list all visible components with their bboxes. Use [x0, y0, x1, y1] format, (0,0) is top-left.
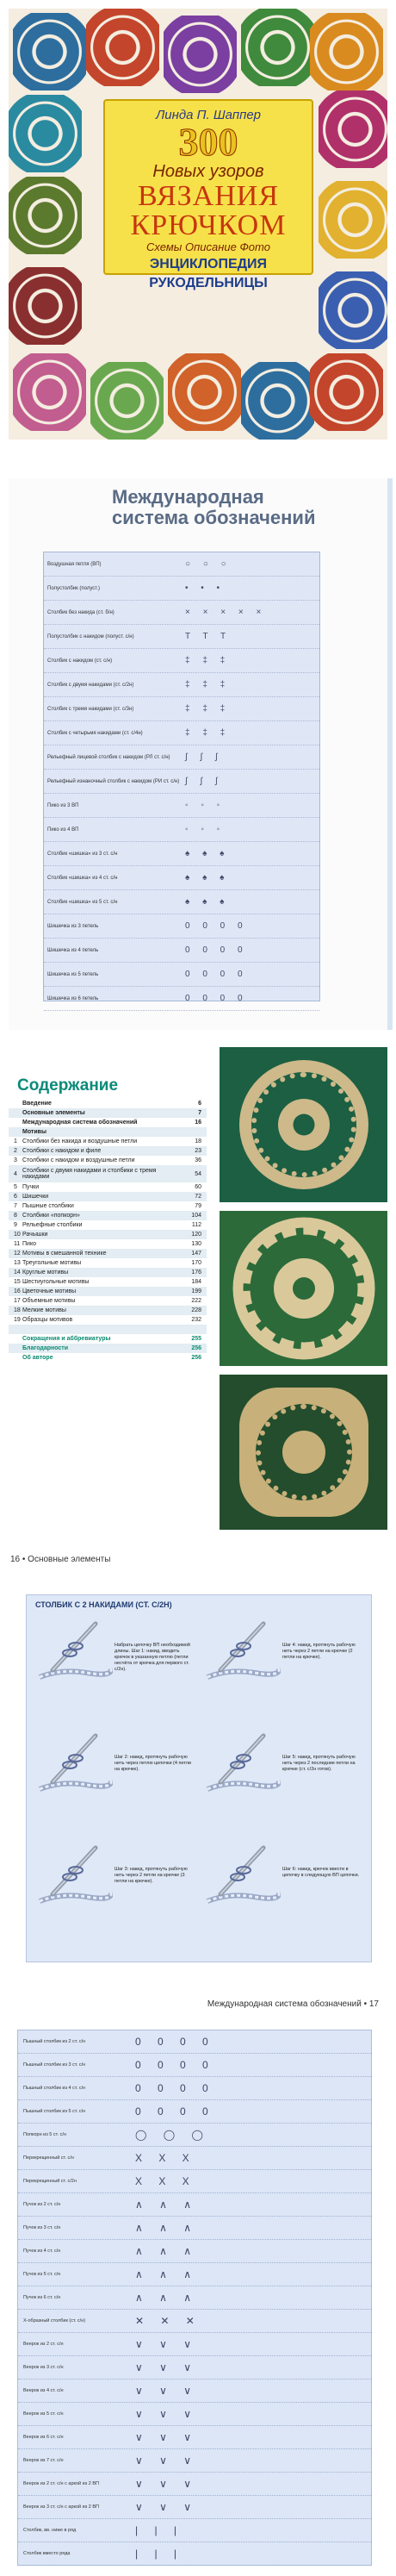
toc-row[interactable]: [9, 1165, 207, 1182]
toc-page: 72: [195, 1194, 201, 1200]
symbol-glyph: ♠ ♠ ♠: [185, 873, 230, 883]
symbol-name: Пучок из 3 ст. с/н: [23, 2225, 61, 2230]
toc-page: 170: [191, 1260, 201, 1266]
tagline-schemes: Схемы: [146, 240, 183, 253]
toc-row[interactable]: [9, 1230, 207, 1239]
contents-page: [9, 1047, 387, 1530]
toc-row[interactable]: [9, 1201, 207, 1211]
symbol-row: [18, 2263, 371, 2286]
toc-row[interactable]: [9, 1146, 207, 1156]
symbol-name: Веерок из 7 ст. с/н: [23, 2458, 64, 2463]
symbol-row: [44, 914, 319, 939]
symbol-name: Попкорн из 5 ст. с/н: [23, 2132, 66, 2137]
step-illustration: [203, 1729, 281, 1798]
doily-photo-2: [220, 1211, 387, 1366]
symbol-name: Столбик «шишка» из 5 ст. с/н: [47, 899, 118, 905]
toc-page: 6: [198, 1101, 201, 1107]
symbol-row: [44, 818, 319, 842]
symbol-row: [18, 2473, 371, 2496]
toc-number: 6: [14, 1194, 17, 1200]
symbol-glyph: ◯ ◯ ◯: [135, 2129, 210, 2141]
symbol-glyph: ∨ ∨ ∨: [135, 2385, 199, 2397]
symbol-name: Столбик с тремя накидами (ст. с/3н): [47, 706, 134, 712]
toc-page: 79: [195, 1203, 201, 1209]
toc-title: Шестиугольные мотивы: [22, 1279, 90, 1285]
symbol-row: [18, 2403, 371, 2426]
toc-title: Основные элементы: [22, 1110, 85, 1116]
cover-number: 300: [178, 120, 238, 164]
toc-page: 112: [191, 1222, 201, 1228]
toc-row[interactable]: [9, 1249, 207, 1258]
toc-row[interactable]: [9, 1353, 207, 1363]
toc-title: Шишечки: [22, 1194, 49, 1200]
symbol-row: [44, 770, 319, 794]
symbol-glyph: 0 0 0 0: [135, 2082, 215, 2094]
contents-title: Содержание: [17, 1076, 119, 1095]
symbol-row: [18, 2519, 371, 2542]
symbol-row: [18, 2449, 371, 2473]
symbol-glyph: ∧ ∧ ∧: [135, 2222, 199, 2234]
toc-title: Треугольные мотивы: [22, 1260, 82, 1266]
toc-row[interactable]: [9, 1182, 207, 1192]
toc-number: 15: [14, 1279, 21, 1285]
toc-row[interactable]: [9, 1268, 207, 1277]
symbol-row: [18, 2124, 371, 2147]
symbol-glyph: ∧ ∧ ∧: [135, 2245, 199, 2257]
toc-number: 17: [14, 1298, 21, 1304]
symbol-glyph: ∨ ∨ ∨: [135, 2361, 199, 2373]
symbol-glyph: ∨ ∨ ∨: [135, 2408, 199, 2420]
symbol-glyph: ◦ ◦ ◦: [185, 801, 226, 810]
symbol-row: [44, 721, 319, 745]
symbol-name: Х-образный столбик (ст. с/н): [23, 2318, 86, 2323]
toc-page: 16: [195, 1120, 201, 1126]
double-crochet-steps: [26, 1594, 372, 1962]
symbol-row: [18, 2054, 371, 2077]
crochet-motif: [13, 13, 86, 90]
toc-number: 7: [14, 1203, 17, 1209]
doily-photo-3: [220, 1375, 387, 1530]
symbol-row: [44, 890, 319, 914]
toc-number: 2: [14, 1148, 17, 1154]
symbol-row: [44, 625, 319, 649]
toc-row[interactable]: [9, 1108, 207, 1118]
cover-subtitle: Новых узоров: [152, 162, 264, 181]
symbol-name: Пышный столбик из 5 ст. с/н: [23, 2109, 86, 2114]
toc-page: 256: [191, 1355, 201, 1361]
symbol-row: [44, 673, 319, 697]
toc-title: Пико: [22, 1241, 36, 1247]
toc-title: Мотивы: [22, 1129, 46, 1135]
symbol-row: [44, 866, 319, 890]
symbol-glyph: × × × × ×: [185, 608, 267, 617]
step-6: [203, 1841, 362, 1923]
toc-row[interactable]: [9, 1156, 207, 1165]
step-illustration: [35, 1617, 113, 1686]
symbol-row: [44, 649, 319, 673]
table-of-contents: [9, 1064, 207, 1513]
step-caption: Шаг 4: накид, протянуть рабочую нить через 2 петли на крючке (2 петли на крючке).: [282, 1643, 356, 1660]
step-3: [35, 1729, 195, 1811]
toc-row[interactable]: [9, 1325, 207, 1334]
symbol-row: [18, 2217, 371, 2240]
symbol-name: Пышный столбик из 2 ст. с/н: [23, 2039, 86, 2044]
toc-title: Благодарности: [22, 1345, 69, 1351]
symbol-name: Пучок из 6 ст. с/н: [23, 2295, 61, 2300]
symbol-glyph: 0 0 0 0: [135, 2105, 215, 2118]
toc-title: Введение: [22, 1101, 52, 1107]
symbol-glyph: 0 0 0 0: [185, 994, 248, 1003]
toc-row[interactable]: [9, 1220, 207, 1230]
symbol-name: Шишечка из 5 петель: [47, 971, 99, 977]
symbol-glyph: | | |: [135, 2524, 184, 2536]
symbol-name: Шишечка из 4 петель: [47, 947, 99, 953]
toc-row[interactable]: [9, 1306, 207, 1315]
symbol-name: Рельефный лицевой столбик с накидом (РЛ ст. с/н): [47, 754, 170, 760]
doily-photos: [220, 1047, 387, 1530]
crochet-motif: [9, 267, 82, 345]
doily-photo-1: [220, 1047, 387, 1202]
symbol-row: [18, 2100, 371, 2124]
crochet-motif: [90, 362, 164, 440]
symbol-name: Столбик вместо ряда: [23, 2551, 71, 2556]
toc-page: 222: [191, 1298, 201, 1304]
toc-page: 256: [191, 1345, 201, 1351]
symbol-row: [18, 2542, 371, 2566]
symbol-row: [44, 842, 319, 866]
symbol-row: [18, 2286, 371, 2310]
toc-page: 228: [191, 1307, 201, 1313]
tagline-photo: Фото: [239, 240, 270, 253]
symbol-name: Пучок из 2 ст. с/н: [23, 2202, 61, 2207]
symbol-glyph: | | |: [135, 2548, 184, 2560]
symbol-row: [18, 2193, 371, 2217]
crochet-motif: [319, 271, 387, 349]
symbol-glyph: ∫ ∫ ∫: [185, 752, 223, 762]
symbol-row: [44, 601, 319, 625]
step-caption: Шаг 3: накид, протянуть рабочую нить через 2 петли на крючке (3 петли на крючке).: [114, 1867, 188, 1884]
cover-tagline: [105, 240, 312, 253]
symbol-glyph: • • •: [185, 583, 226, 593]
toc-page: 147: [191, 1251, 201, 1257]
toc-page: 104: [191, 1213, 201, 1219]
series-line-1: ЭНЦИКЛОПЕДИЯ: [149, 257, 268, 271]
toc-page: 130: [191, 1241, 201, 1247]
step-caption: Шаг 5: накид, протянуть рабочую нить через 2 последние петли на крючке (ст. с/2н готов).: [282, 1755, 356, 1772]
symbol-name: Пико из 3 ВП: [47, 802, 79, 808]
toc-page: 176: [191, 1269, 201, 1276]
symbols-table-2: [17, 2030, 372, 2566]
symbols-page: [9, 478, 393, 1030]
toc-row[interactable]: [9, 1137, 207, 1146]
toc-title: Столбики с двумя накидами и столбики с тремя накидами: [22, 1168, 157, 1180]
toc-number: 9: [14, 1222, 17, 1228]
toc-row[interactable]: [9, 1287, 207, 1296]
toc-number: 4: [14, 1170, 17, 1177]
symbol-glyph: ∨ ∨ ∨: [135, 2338, 199, 2350]
toc-title: Мелкие мотивы: [22, 1307, 66, 1313]
symbol-name: Пышный столбик из 4 ст. с/н: [23, 2086, 86, 2091]
symbol-glyph: ♠ ♠ ♠: [185, 849, 230, 858]
toc-row[interactable]: [9, 1239, 207, 1249]
symbol-name: Столбик «шишка» из 3 ст. с/н: [47, 851, 118, 857]
toc-title: Объемные мотивы: [22, 1298, 76, 1304]
toc-title: Образцы мотивов: [22, 1317, 73, 1323]
symbol-name: Рельефный изнаночный столбик с накидом (РИ ст. с/н): [47, 778, 180, 784]
symbol-name: Веерок из 5 ст. с/н: [23, 2411, 64, 2417]
toc-page: 23: [195, 1148, 201, 1154]
symbol-glyph: ∧ ∧ ∧: [135, 2292, 199, 2304]
symbol-glyph: X X X: [135, 2152, 196, 2164]
series-line-2: РУКОДЕЛЬНИЦЫ: [149, 276, 268, 290]
basic-elements-page: [9, 1551, 387, 1982]
symbol-glyph: ✕ ✕ ✕: [135, 2315, 201, 2327]
symbol-row: [44, 987, 319, 1011]
symbol-row: [18, 2333, 371, 2356]
toc-title: Рачышки: [22, 1232, 48, 1238]
step-illustration: [203, 1841, 281, 1910]
symbol-glyph: ∨ ∨ ∨: [135, 2501, 199, 2513]
symbol-row: [44, 963, 319, 987]
symbol-name: Пышный столбик из 3 ст. с/н: [23, 2062, 86, 2068]
symbol-name: Столбик без накида (ст. б/н): [47, 609, 114, 615]
crochet-motif: [319, 181, 387, 259]
symbol-name: Столбик, вв. ниже в ряд: [23, 2528, 77, 2533]
toc-page: 7: [198, 1110, 201, 1116]
step-illustration: [35, 1729, 113, 1798]
symbol-glyph: 0 0 0 0: [185, 945, 248, 955]
symbol-glyph: ○ ○ ○: [185, 559, 232, 569]
toc-title: Столбики с накидом и филе: [22, 1148, 102, 1154]
toc-row[interactable]: [9, 1211, 207, 1220]
symbol-row: [44, 577, 319, 601]
symbol-row: [44, 745, 319, 770]
symbols-table: [43, 552, 320, 1001]
toc-row[interactable]: [9, 1334, 207, 1344]
symbol-row: [44, 939, 319, 963]
symbol-row: [18, 2310, 371, 2333]
crochet-motif: [9, 177, 82, 254]
toc-number: 10: [14, 1232, 21, 1238]
symbol-glyph: ◦ ◦ ◦: [185, 825, 226, 834]
toc-row[interactable]: [9, 1344, 207, 1353]
toc-row[interactable]: [9, 1277, 207, 1287]
symbol-name: Шишечка из 6 петель: [47, 995, 99, 1001]
toc-title: Пучки: [22, 1184, 40, 1190]
author-name: Линда П. Шаппер: [155, 108, 262, 122]
symbol-glyph: ∫ ∫ ∫: [185, 777, 223, 786]
toc-title: Круглые мотивы: [22, 1269, 69, 1276]
crochet-motif: [164, 16, 237, 93]
symbol-row: [44, 794, 319, 818]
cover-title-line-1: ВЯЗАНИЯ: [137, 180, 280, 212]
symbol-row: [18, 2380, 371, 2403]
symbol-name: Столбик с накидом (ст. с/н): [47, 658, 113, 664]
symbol-name: Веерок из 2 ст. с/н с аркой из 2 ВП: [23, 2481, 99, 2486]
symbol-name: Полустолбик с накидом (полуст. с/н): [47, 633, 134, 639]
symbol-glyph: 0 0 0 0: [135, 2036, 215, 2048]
page-header-right: Международная система обозначений • 17: [207, 1999, 379, 2009]
symbol-name: Пико из 4 ВП: [47, 826, 79, 833]
toc-number: 1: [14, 1138, 17, 1145]
toc-title: Столбики «попкорн»: [22, 1213, 80, 1219]
toc-row[interactable]: [9, 1118, 207, 1127]
toc-title: Столбики с накидом и воздушные петли: [22, 1157, 135, 1163]
symbol-name: Пучок из 5 ст. с/н: [23, 2272, 61, 2277]
symbol-name: Полустолбик (полуст.): [47, 585, 101, 591]
toc-page: 54: [195, 1170, 201, 1177]
step-caption: Шаг 2: накид, протянуть рабочую нить через петлю цепочки (4 петли на крючке).: [114, 1755, 191, 1772]
crochet-motif: [310, 353, 383, 431]
symbol-name: Столбик «шишка» из 4 ст. с/н: [47, 875, 118, 881]
symbol-name: Перекрещенный ст. с/н: [23, 2155, 74, 2161]
toc-rows: [9, 1099, 207, 1363]
symbol-name: Веерок из 6 ст. с/н: [23, 2435, 64, 2440]
toc-row[interactable]: [9, 1315, 207, 1325]
symbol-glyph: 0 0 0 0: [135, 2059, 215, 2071]
step-2: [203, 1617, 362, 1699]
crochet-motif: [86, 9, 159, 86]
toc-page: 18: [195, 1138, 201, 1145]
symbol-row: [18, 2170, 371, 2193]
symbol-row: [18, 2356, 371, 2380]
toc-number: 12: [14, 1251, 21, 1257]
step-caption: Набрать цепочку ВП необходимой длины. Шаг 1: накид, вводить крючок в указанную петлю (петли несчёта от крючка для первого ст. с/2н).: [114, 1643, 190, 1672]
toc-page: 120: [191, 1232, 201, 1238]
crochet-motif: [9, 95, 82, 172]
symbol-row: [18, 2030, 371, 2054]
step-caption: Шаг 6: накид, крючок ввести в цепочку в следующую ВП цепочки.: [282, 1867, 360, 1878]
toc-title: Столбики без накида и воздушные петли: [22, 1138, 138, 1145]
crochet-motif: [13, 353, 86, 431]
toc-row[interactable]: [9, 1099, 207, 1108]
symbol-name: Столбик с четырьмя накидами (ст. с/4н): [47, 730, 143, 736]
symbol-glyph: ‡ ‡ ‡: [185, 680, 231, 689]
step-illustration: [203, 1617, 281, 1686]
symbol-glyph: X X X: [135, 2175, 196, 2187]
symbol-glyph: 0 0 0 0: [185, 921, 248, 931]
symbol-glyph: ∧ ∧ ∧: [135, 2268, 199, 2280]
symbol-glyph: ∨ ∨ ∨: [135, 2454, 199, 2467]
toc-title: Пышные столбики: [22, 1203, 74, 1209]
step-illustration: [35, 1841, 113, 1910]
page-header: 16 • Основные элементы: [10, 1555, 111, 1564]
step-4: [203, 1729, 362, 1811]
toc-number: 5: [14, 1184, 17, 1190]
book-cover: [9, 9, 387, 440]
cover-title-card: [103, 99, 313, 290]
symbol-glyph: ‡ ‡ ‡: [185, 704, 231, 714]
symbols-title: [112, 487, 315, 528]
symbol-row: [18, 2240, 371, 2263]
crochet-motif: [241, 362, 314, 440]
symbol-glyph: 0 0 0 0: [185, 970, 248, 979]
symbol-name: Веерок из 2 ст. с/н: [23, 2342, 64, 2347]
toc-row[interactable]: [9, 1127, 207, 1137]
symbol-row: [44, 697, 319, 721]
toc-number: 13: [14, 1260, 21, 1266]
symbol-glyph: ‡ ‡ ‡: [185, 656, 231, 665]
symbol-glyph: ‡ ‡ ‡: [185, 728, 231, 738]
symbol-name: Пучок из 4 ст. с/н: [23, 2249, 61, 2254]
symbol-name: Веерок из 3 ст. с/н: [23, 2365, 64, 2370]
toc-number: 14: [14, 1269, 21, 1276]
crochet-motif: [319, 90, 387, 168]
toc-number: 8: [14, 1213, 17, 1219]
toc-title: Мотивы в смешанной технике: [22, 1251, 107, 1257]
symbols-title-line-2: система обозначений: [112, 507, 316, 528]
symbol-name: Шишечка из 3 петель: [47, 923, 99, 929]
crochet-motif: [310, 13, 383, 90]
symbol-glyph: ∨ ∨ ∨: [135, 2431, 199, 2443]
tagline-description: Описание: [184, 240, 237, 253]
symbol-row: [18, 2147, 371, 2170]
step-5: [35, 1841, 195, 1923]
toc-title: Международная система обозначений: [22, 1120, 138, 1126]
toc-title: Цветочные мотивы: [22, 1288, 77, 1294]
toc-number: 3: [14, 1157, 17, 1163]
section-title: СТОЛБИК С 2 НАКИДАМИ (СТ. С/2Н): [35, 1600, 172, 1609]
symbol-name: Веерок из 3 ст. с/н с аркой из 2 ВП: [23, 2504, 99, 2510]
symbol-row: [44, 552, 319, 577]
symbol-name: Столбик с двумя накидами (ст. с/2н): [47, 682, 134, 688]
symbols-page-2: [9, 1999, 387, 2568]
toc-page: 199: [191, 1288, 201, 1294]
step-1: [35, 1617, 195, 1699]
symbol-row: [18, 2496, 371, 2519]
crochet-motif: [241, 9, 314, 86]
symbols-title-line-1: Международная: [112, 486, 264, 508]
cover-title-line-2: КРЮЧКОМ: [130, 209, 287, 241]
toc-page: 184: [191, 1279, 201, 1285]
toc-row[interactable]: [9, 1192, 207, 1201]
toc-page: 36: [195, 1157, 201, 1163]
symbol-row: [18, 2426, 371, 2449]
symbol-name: Перекрещенный ст. с/2н: [23, 2179, 77, 2184]
toc-page: 60: [195, 1184, 201, 1190]
toc-number: 19: [14, 1317, 21, 1323]
toc-number: 16: [14, 1288, 21, 1294]
toc-number: 18: [14, 1307, 21, 1313]
symbol-glyph: ∧ ∧ ∧: [135, 2199, 199, 2211]
symbol-name: Воздушная петля (ВП): [47, 561, 102, 567]
crochet-motif: [168, 353, 241, 431]
toc-page: 232: [191, 1317, 201, 1323]
toc-title: Об авторе: [22, 1355, 53, 1361]
toc-row[interactable]: [9, 1296, 207, 1306]
symbol-glyph: T T T: [185, 632, 232, 641]
toc-title: Рельефные столбики: [22, 1222, 83, 1228]
toc-page: 255: [191, 1336, 201, 1342]
toc-number: 11: [14, 1241, 21, 1247]
symbol-glyph: ∨ ∨ ∨: [135, 2478, 199, 2490]
symbol-name: Веерок из 4 ст. с/н: [23, 2388, 64, 2393]
symbol-glyph: ♠ ♠ ♠: [185, 897, 230, 907]
symbol-row: [18, 2077, 371, 2100]
toc-title: Сокращения и аббревиатуры: [22, 1336, 111, 1342]
toc-row[interactable]: [9, 1258, 207, 1268]
